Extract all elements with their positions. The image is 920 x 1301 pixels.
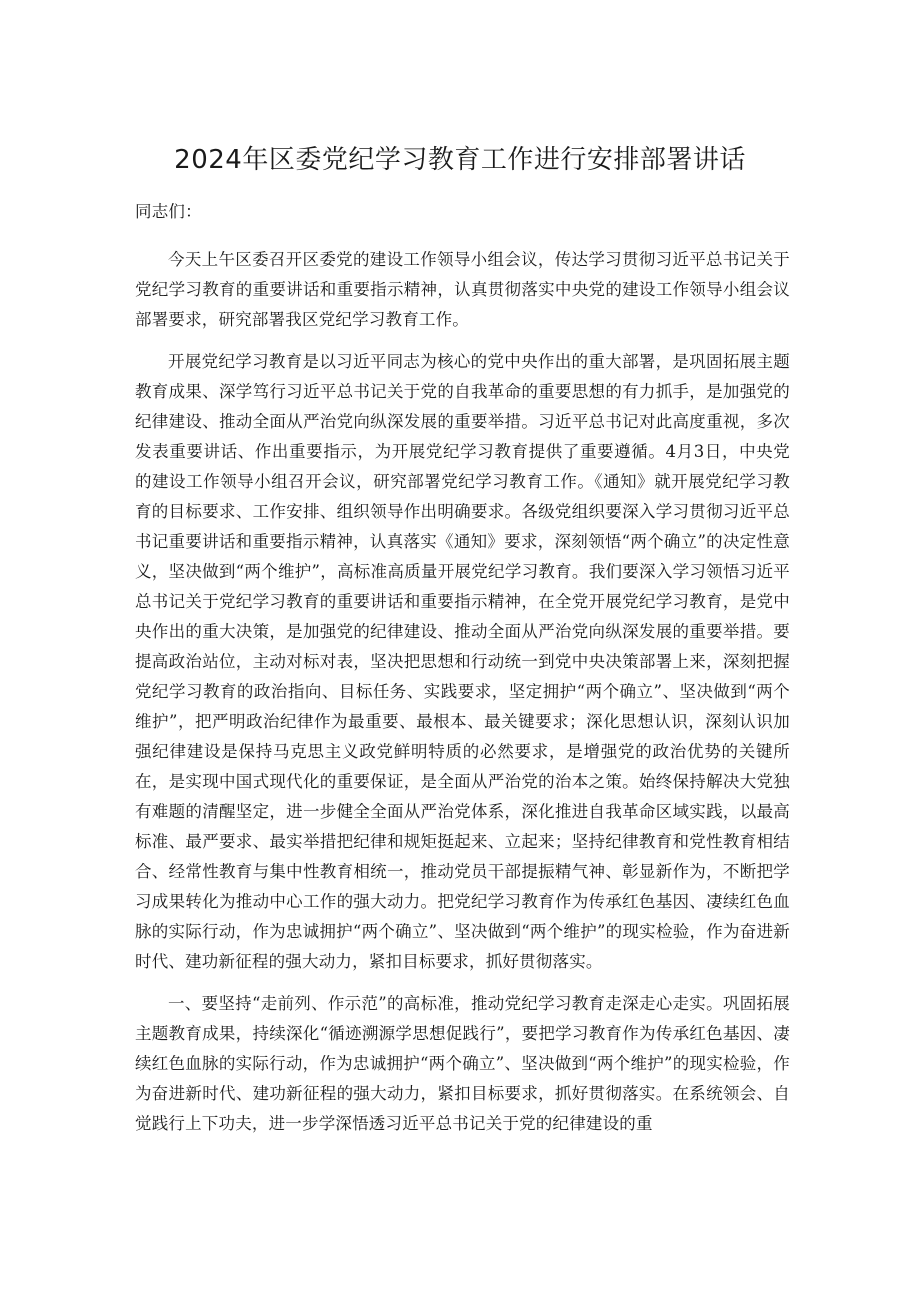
- paragraph-2: 开展党纪学习教育是以习近平同志为核心的党中央作出的重大部署，是巩固拓展主题教育成果、深学笃行习近平总书记关于党的自我革命的重要思想的有力抓手，是加强党的纪律建设、推动全面从严治党向纵深发展的重要举措。习近平总书记对此高度重视，多次发表重要讲话、作出重要指示，为开展党纪学习教育提供了重要遵循。4月3日，中央党的建设工作领导小组召开会议，研究部署党纪学习教育工作。《通知》就开展党纪学习教育的目标要求、工作安排、组织领导作出明确要求。各级党组织要深入学习贯彻习近平总书记重要讲话和重要指示精神，认真落实《通知》要求，深刻领悟“两个确立”的决定性意义，坚决做到“两个维护”，高标准高质量开展党纪学习教育。我们要深入学习领悟习近平总书记关于党纪学习教育的重要讲话和重要指示精神，在全党开展党纪学习教育，是党中央作出的重大决策，是加强党的纪律建设、推动全面从严治党向纵深发展的重要举措。要提高政治站位，主动对标对表，坚决把思想和行动统一到党中央决策部署上来，深刻把握党纪学习教育的政治指向、目标任务、实践要求，坚定拥护“两个确立”、坚决做到“两个维护”，把严明政治纪律作为最重要、最根本、最关键要求；深化思想认识，深刻认识加强纪律建设是保持马克思主义政党鲜明特质的必然要求，是增强党的政治优势的关键所在，是实现中国式现代化的重要保证，是全面从严治党的治本之策。始终保持解决大党独有难题的清醒坚定，进一步健全全面从严治党体系，深化推进自我革命区域实践，以最高标准、最严要求、最实举措把纪律和规矩挺起来、立起来；坚持纪律教育和党性教育相结合、经常性教育与集中性教育相统一，推动党员干部提振精气神、彰显新作为，不断把学习成果转化为推动中心工作的强大动力。把党纪学习教育作为传承红色基因、凄续红色血脉的实际行动，作为忠诚拥护“两个确立”、坚决做到“两个维护”的现实检验，作为奋进新时代、建功新征程的强大动力，紧扣目标要求，抓好贯彻落实。: [135, 352, 790, 971]
- paragraph-3: 一、要坚持“走前列、作示范”的高标准，推动党纪学习教育走深走心走实。巩固拓展主题教育成果，持续深化“循迹溯源学思想促践行”，要把学习教育作为传承红色基因、凄续红色血脉的实际行动，作为忠诚拥护“两个确立”、坚决做到“两个维护”的现实检验，作为奋进新时代、建功新征程的强大动力，紧扣目标要求，抓好贯彻落实。在系统领会、自觉践行上下功夫，进一步学深悟透习近平总书记关于党的纪律建设的重: [135, 994, 790, 1133]
- document-body: [135, 197, 790, 1151]
- salutation: 同志们：: [135, 202, 202, 221]
- document-title: 2024年区委党纪学习教育工作进行安排部署讲话: [174, 145, 746, 175]
- paragraph-1: 今天上午区委召开区委党的建设工作领导小组会议，传达学习贯彻习近平总书记关于党纪学习教育的重要讲话和重要指示精神，认真贯彻落实中央党的建设工作领导小组会议部署要求，研究部署我区党纪学习教育工作。: [135, 250, 790, 329]
